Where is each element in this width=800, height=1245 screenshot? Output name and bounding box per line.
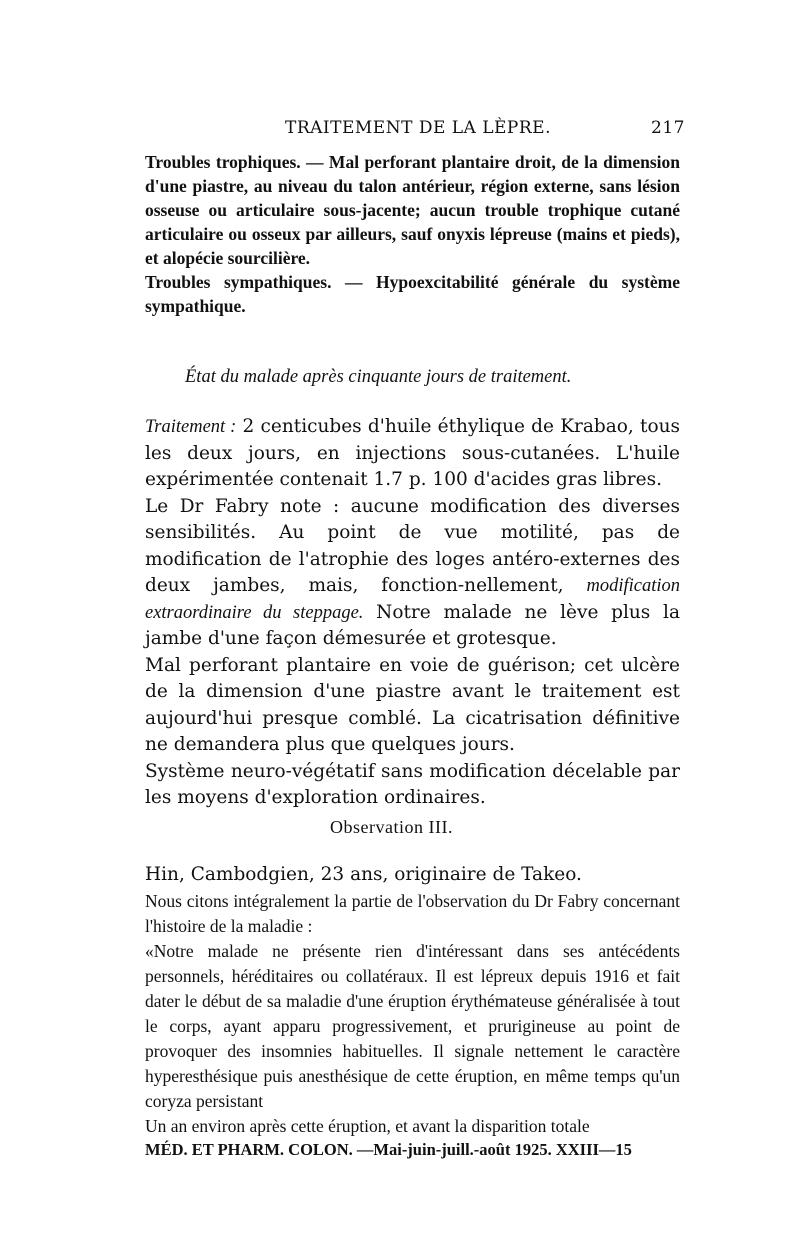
treatment-label: Traitement : — [145, 417, 237, 437]
section-subheading: État du malade après cinquante jours de traitement. — [185, 367, 572, 387]
section-1 — [145, 150, 680, 318]
paragraph-neuro: Système neuro-végétatif sans modification décelable par les moyens d'exploration ordinaires. — [145, 760, 680, 808]
fabry-note-italic: modification extraordinaire du steppage. — [145, 576, 680, 623]
paragraph-continuation: Un an environ après cette éruption, et avant la disparition totale — [145, 1115, 590, 1136]
paragraph-patient: Hin, Cambodgien, 23 ans, originaire de Takeo. — [145, 864, 582, 885]
paragraph-ulcer: Mal perforant plantaire en voie de guérison; cet ulcère de la dimension d'une piastre avant le traitement est aujourd'hui presque comblé. La cicatrisation définitive ne demandera plus que quelques jours. — [145, 654, 680, 755]
paragraph-citation-intro: Nous citons intégralement la partie de l'observation du Dr Fabry concernant l'histoire de la maladie : — [145, 890, 680, 936]
paragraph-treatment — [145, 414, 680, 494]
paragraph-quote: «Notre malade ne présente rien d'intéressant dans ses antécédents personnels, héréditaires ou collatéraux. Il est lépreux depuis 1916 et fait dater le début de sa maladie d'une éruption érythémateuse généralisée à tout le corps, ayant apparu progressivement, et prurigineuse au point de provoquer des insomnies habituelles. Il signale nettement le caractère hyperesthésique puis anesthésique de cette éruption, en même temps qu'un coryza persistant — [145, 940, 680, 1111]
page-number: 217 — [651, 118, 685, 138]
paragraph-trophic: Troubles trophiques. — Mal perforant plantaire droit, de la dimension d'une piastre, au niveau du talon antérieur, région externe, sans lésion osseuse ou articulaire sous-jacente; aucun trouble trophique cutané articulaire ou osseux par ailleurs, sauf onyxis lépreuse (mains et pieds), et alopécie sourcilière. — [145, 152, 680, 268]
observation-section — [145, 862, 680, 1139]
fabry-note-end: Notre malade ne lève plus la jambe d'une façon démesurée et grotesque. — [145, 601, 680, 649]
footer-citation: MÉD. ET PHARM. COLON. —Mai-juin-juill.-août 1925. XXIII—15 — [145, 1140, 632, 1159]
section-2 — [145, 414, 680, 812]
paragraph-sympathetic: Troubles sympathiques. — Hypoexcitabilité générale du système sympathique. — [145, 272, 680, 316]
running-title: TRAITEMENT DE LA LÈPRE. — [285, 118, 551, 138]
observation-title: Observation III. — [330, 817, 453, 837]
paragraph-fabry-note — [145, 494, 680, 653]
fabry-note-start: Le Dr Fabry note : aucune modification des diverses sensibilités. Au point de vue motilité, pas de modification de l'atrophie des loges antéro-externes des deux jambes, mais, fonction-nellement, — [145, 495, 680, 596]
treatment-text: 2 centicubes d'huile éthylique de Krabao, tous les deux jours, en injections sous-cutanées. L'huile expérimentée contenait 1.7 p. 100 d'acides gras libres. — [145, 416, 680, 490]
